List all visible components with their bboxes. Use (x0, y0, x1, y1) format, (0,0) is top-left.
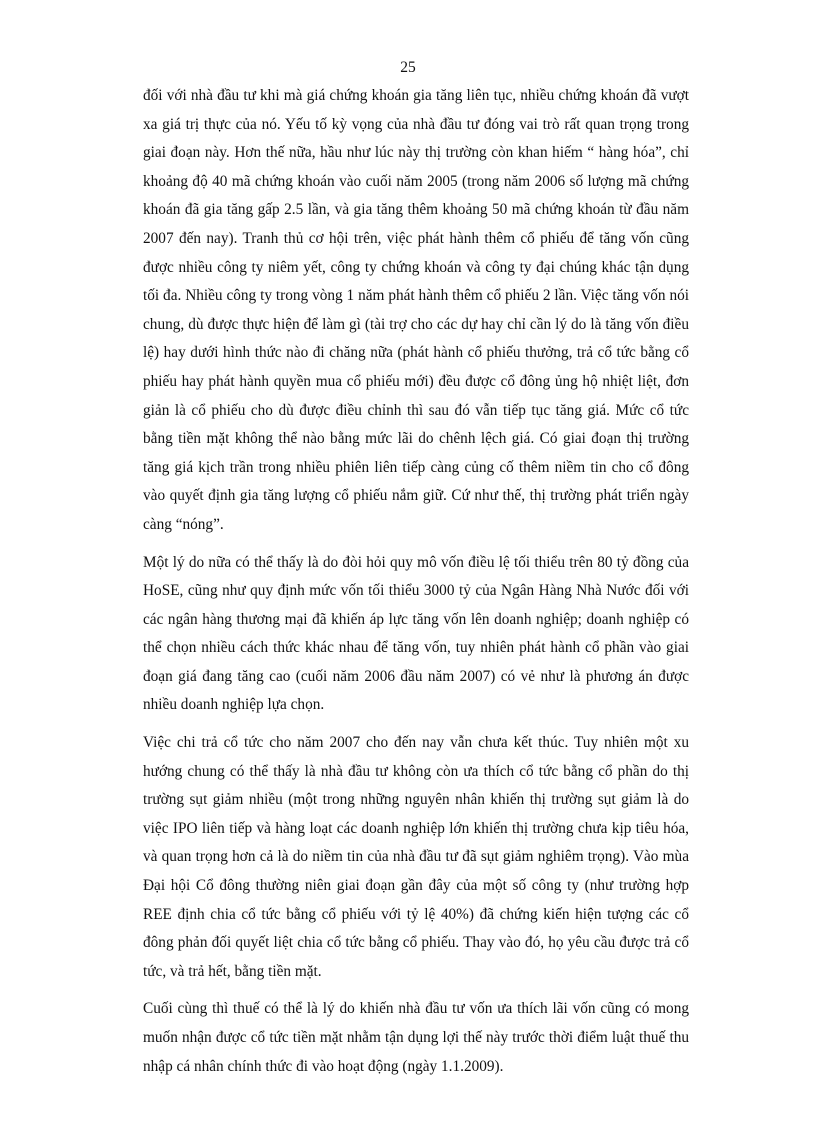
page-number: 25 (400, 59, 416, 76)
document-body (143, 82, 689, 1081)
paragraph-tax-reason: Cuối cùng thì thuế có thể là lý do khiến nhà đầu tư vốn ưa thích lãi vốn cũng có mong muốn nhận được cổ tức tiền mặt nhằm tận dụng lợi thế này trước thời điểm luật thuế thu nhập cá nhân chính thức đi vào hoạt động (ngày 1.1.2009). (143, 1000, 689, 1075)
paragraph-continuation: đối với nhà đầu tư khi mà giá chứng khoán gia tăng liên tục, nhiều chứng khoán đã vượt xa giá trị thực của nó. Yếu tố kỳ vọng của nhà đầu tư đóng vai trò rất quan trọng trong giai đoạn này. Hơn thế nữa, hầu như lúc này thị trường còn khan hiếm “ hàng hóa”, chỉ khoảng độ 40 mã chứng khoán vào cuối năm 2005 (trong năm 2006 số lượng mã chứng khoán đã gia tăng gấp 2.5 lần, và gia tăng thêm khoảng 50 mã chứng khoán từ đầu năm 2007 đến nay). Tranh thủ cơ hội trên, việc phát hành thêm cổ phiếu để tăng vốn cũng được nhiều công ty niêm yết, công ty chứng khoán và công ty đại chúng khác tận dụng tối đa. Nhiều công ty trong vòng 1 năm phát hành thêm cổ phiếu 2 lần. Việc tăng vốn nói chung, dù được thực hiện để làm gì (tài trợ cho các dự hay chỉ cần lý do là tăng vốn điều lệ) hay dưới hình thức nào đi chăng nữa (phát hành cổ phiếu thưởng, trả cổ tức bằng cổ phiếu hay phát hành quyền mua cổ phiếu mới) đều được cổ đông ủng hộ nhiệt liệt, đơn giản là cổ phiếu cho dù được điều chỉnh thì sau đó vẫn tiếp tục tăng giá. Mức cổ tức bằng tiền mặt không thể nào bằng mức lãi do chênh lệch giá. Có giai đoạn thị trường tăng giá kịch trần trong nhiều phiên liên tiếp càng củng cố thêm niềm tin cho cổ đông vào quyết định gia tăng lượng cổ phiếu nắm giữ. Cứ như thế, thị trường phát triển ngày càng “nóng”. (143, 87, 689, 533)
paragraph-dividend-2007: Việc chi trả cổ tức cho năm 2007 cho đến nay vẫn chưa kết thúc. Tuy nhiên một xu hướng chung có thể thấy là nhà đầu tư không còn ưa thích cổ tức bằng cổ phần do thị trường sụt giảm nhiều (một trong những nguyên nhân khiến thị trường sụt giảm là do việc IPO liên tiếp và hàng loạt các doanh nghiệp lớn khiến thị trường chưa kịp tiêu hóa, và quan trọng hơn cả là do niềm tin của nhà đầu tư đã sụt giảm nghiêm trọng). Vào mùa Đại hội Cổ đông thường niên giai đoạn gần đây của một số công ty (như trường hợp REE định chia cổ tức bằng cổ phiếu với tỷ lệ 40%) đã chứng kiến hiện tượng các cổ đông phản đối quyết liệt chia cổ tức bằng cổ phiếu. Thay vào đó, họ yêu cầu được trả cổ tức, và trả hết, bằng tiền mặt. (143, 734, 689, 980)
paragraph-capital-requirement: Một lý do nữa có thể thấy là do đòi hỏi quy mô vốn điều lệ tối thiểu trên 80 tỷ đồng của HoSE, cũng như quy định mức vốn tối thiểu 3000 tỷ của Ngân Hàng Nhà Nước đối với các ngân hàng thương mại đã khiến áp lực tăng vốn lên doanh nghiệp; doanh nghiệp có thể chọn nhiều cách thức khác nhau để tăng vốn, tuy nhiên phát hành cổ phần vào giai đoạn giá đang tăng cao (cuối năm 2006 đầu năm 2007) có vẻ như là phương án được nhiều doanh nghiệp lựa chọn. (143, 553, 689, 714)
